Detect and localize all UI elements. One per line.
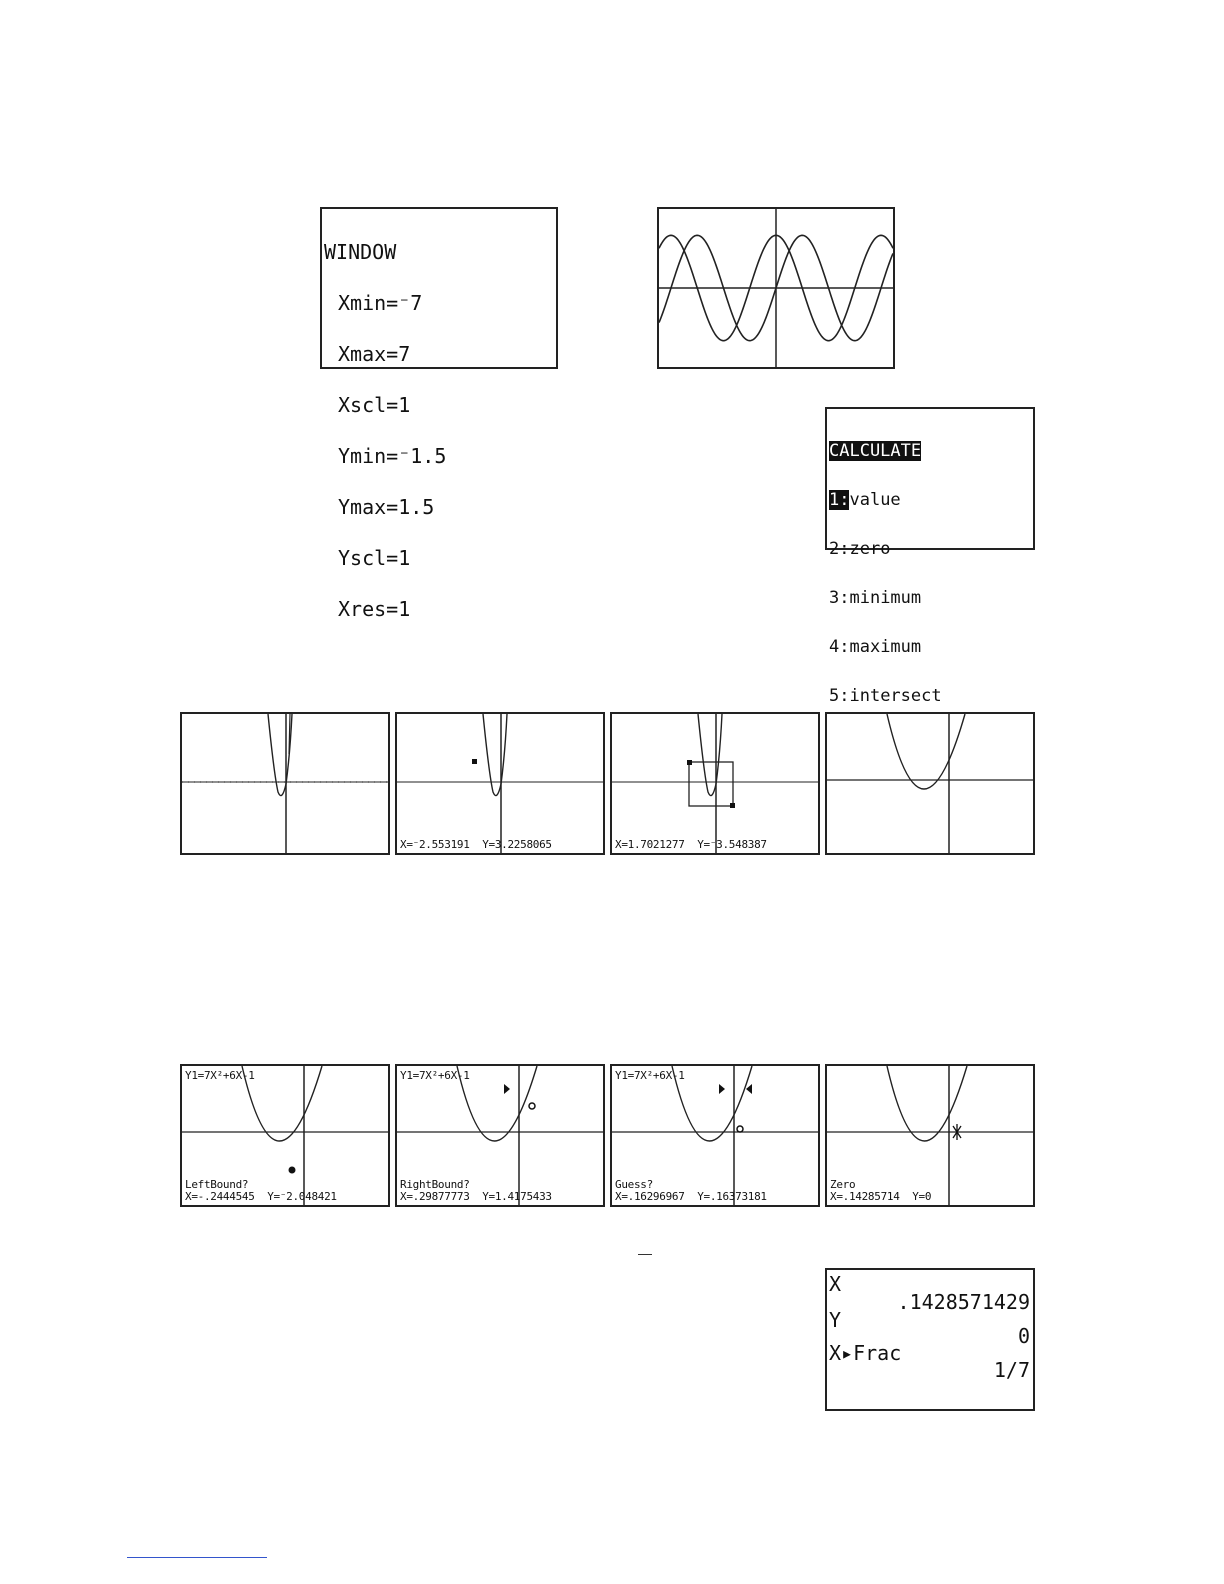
window-ymin: Ymin=⁻1.5 <box>338 444 447 468</box>
fraction-bar <box>638 1254 652 1255</box>
zoom-box-corner-1 <box>687 760 692 765</box>
zoom-box <box>689 762 733 806</box>
zoom-graph-4 <box>827 714 1033 853</box>
zero-screen-rightbound <box>395 1064 605 1207</box>
equation-label: Y1=7X²+6X-1 <box>615 1069 685 1082</box>
zero-screen-guess <box>610 1064 820 1207</box>
menu-item-maximum[interactable]: 4:maximum <box>829 637 922 657</box>
home-frac-value: 1/7 <box>993 1358 1030 1382</box>
zoom-screen-1 <box>180 712 390 855</box>
window-yscl: Yscl=1 <box>338 546 411 570</box>
window-xscl: Xscl=1 <box>338 393 411 417</box>
home-screen <box>825 1268 1035 1411</box>
trace-cursor <box>529 1103 535 1109</box>
zero-prompt: Zero <box>830 1178 856 1191</box>
zoom-graph-2 <box>397 714 603 853</box>
menu-item-zero[interactable]: 2:zero <box>829 539 891 559</box>
trace-cursor <box>737 1126 743 1132</box>
home-y-value: 0 <box>1017 1324 1030 1348</box>
trace-cursor <box>289 1167 296 1174</box>
home-frac-command: X▸Frac <box>829 1341 902 1365</box>
zoom-readout-2: X=⁻2.553191 Y=3.2258065 <box>400 838 552 851</box>
rightbound-readout: X=.29877773 Y=1.4175433 <box>400 1190 552 1203</box>
menu-item-minimum[interactable]: 3:minimum <box>829 588 922 608</box>
home-x-label: X <box>829 1272 842 1296</box>
right-bound-marker <box>746 1084 752 1094</box>
zoom-screen-2 <box>395 712 605 855</box>
window-title: WINDOW <box>324 240 397 264</box>
window-xmax: Xmax=7 <box>338 342 411 366</box>
zero-screen-leftbound <box>180 1064 390 1207</box>
guess-prompt: Guess? <box>615 1178 653 1191</box>
calculate-title: CALCULATE <box>829 441 922 461</box>
menu-item-value[interactable]: 1:value <box>829 490 901 510</box>
zero-screen-result <box>825 1064 1035 1207</box>
parabola-curve <box>887 714 965 789</box>
equation-label: Y1=7X²+6X-1 <box>185 1069 255 1082</box>
zoom-screen-4 <box>825 712 1035 855</box>
menu-item-intersect[interactable]: 5:intersect <box>829 686 942 706</box>
trig-graph <box>659 209 893 367</box>
parabola-curve <box>242 1066 322 1141</box>
zoom-graph-3 <box>612 714 818 853</box>
parabola-curve <box>268 714 292 796</box>
parabola-curve <box>483 714 507 796</box>
zoom-readout-3: X=1.7021277 Y=⁻3.548387 <box>615 838 767 851</box>
parabola-curve <box>457 1066 537 1141</box>
trig-graph-screen <box>657 207 895 369</box>
window-settings-screen <box>320 207 558 621</box>
leftbound-readout: X=-.2444545 Y=⁻2.048421 <box>185 1190 337 1203</box>
zero-readout: X=.14285714 Y=0 <box>830 1190 932 1203</box>
home-y-label: Y <box>829 1308 842 1332</box>
footnote-link-underline[interactable] <box>127 1557 267 1558</box>
left-bound-marker <box>719 1084 725 1094</box>
window-ymax: Ymax=1.5 <box>338 495 435 519</box>
zero-graph-4 <box>827 1066 1033 1205</box>
zoom-box-corner-2 <box>730 803 735 808</box>
guess-readout: X=.16296967 Y=.16373181 <box>615 1190 767 1203</box>
window-xres: Xres=1 <box>338 597 411 621</box>
window-xmin: Xmin=⁻7 <box>338 291 423 315</box>
rightbound-prompt: RightBound? <box>400 1178 470 1191</box>
zoom-screen-3 <box>610 712 820 855</box>
parabola-curve <box>672 1066 752 1141</box>
zoom-graph-1 <box>182 714 388 853</box>
leftbound-prompt: LeftBound? <box>185 1178 249 1191</box>
equation-label: Y1=7X²+6X-1 <box>400 1069 470 1082</box>
zoom-box-corner <box>472 759 477 764</box>
parabola-curve <box>698 714 722 796</box>
home-x-value: .1428571429 <box>897 1290 1030 1314</box>
left-bound-marker <box>504 1084 510 1094</box>
calculate-menu-screen <box>825 407 1035 706</box>
